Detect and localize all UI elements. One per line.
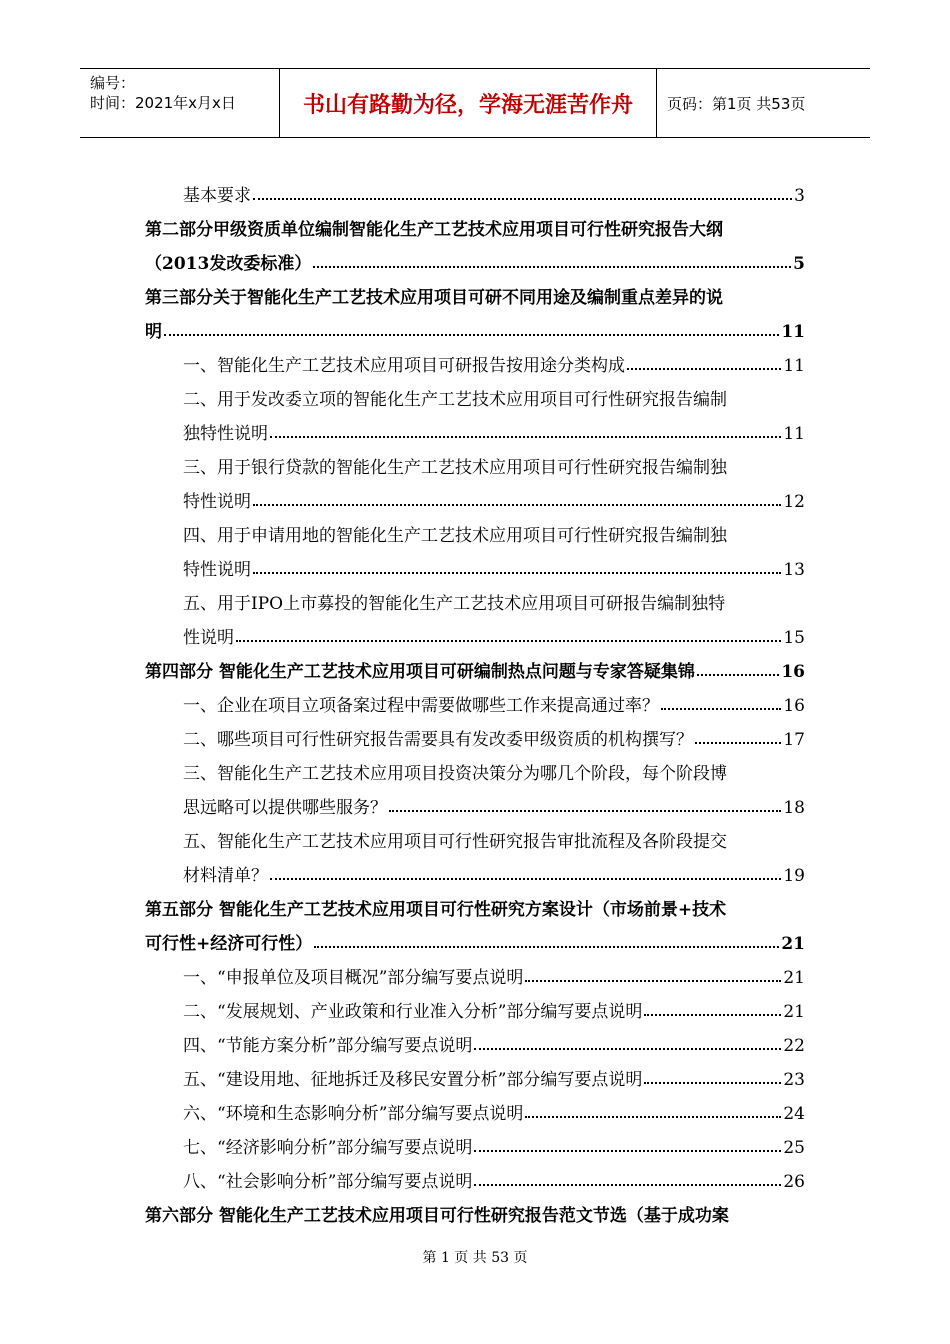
toc-entry[interactable] — [145, 308, 805, 342]
toc-leader-dots — [253, 504, 781, 506]
toc-leader-dots — [474, 1184, 781, 1186]
toc-entry-text: 第五部分 智能化生产工艺技术应用项目可行性研究方案设计（市场前景+技术 — [145, 900, 727, 920]
toc-leader-dots — [661, 708, 781, 710]
toc-entry[interactable] — [145, 1192, 805, 1226]
toc-entry[interactable] — [145, 240, 805, 274]
toc-entry-text: 第三部分关于智能化生产工艺技术应用项目可研不同用途及编制重点差异的说 — [145, 288, 723, 308]
date-label: 时间：2021年x月x日 — [90, 94, 236, 112]
toc-entry[interactable] — [145, 376, 805, 410]
toc-leader-dots — [525, 980, 781, 982]
toc-entry[interactable] — [145, 580, 805, 614]
toc-entry[interactable] — [145, 750, 805, 784]
toc-page-number: 11 — [783, 356, 805, 376]
toc-entry-text: 六、“环境和生态影响分析”部分编写要点说明 — [183, 1104, 524, 1124]
toc-page-number: 26 — [783, 1172, 805, 1192]
page-footer: 第 1 页 共 53 页 — [422, 1250, 528, 1266]
toc-page-number: 15 — [783, 628, 805, 648]
toc-entry[interactable] — [145, 410, 805, 444]
toc-page-number: 3 — [794, 186, 805, 206]
toc-entry[interactable] — [145, 274, 805, 308]
toc-entry-text: 基本要求 — [183, 186, 251, 206]
toc-entry[interactable] — [145, 1090, 805, 1124]
number-label: 编号： — [90, 74, 136, 92]
toc-page-number: 11 — [781, 322, 805, 342]
toc-entry[interactable] — [145, 614, 805, 648]
toc-leader-dots — [253, 198, 792, 200]
toc-entry[interactable] — [145, 648, 805, 682]
toc-entry-text: 三、智能化生产工艺技术应用项目投资决策分为哪几个阶段，每个阶段博 — [183, 764, 727, 784]
toc-leader-dots — [697, 674, 779, 676]
toc-leader-dots — [644, 1014, 781, 1016]
toc-page-number: 13 — [783, 560, 805, 580]
toc-leader-dots — [474, 1048, 781, 1050]
toc-entry[interactable] — [145, 1124, 805, 1158]
toc-leader-dots — [164, 334, 779, 336]
toc-entry[interactable] — [145, 1056, 805, 1090]
toc-leader-dots — [644, 1082, 781, 1084]
toc-page-number: 12 — [783, 492, 805, 512]
toc-entry[interactable] — [145, 920, 805, 954]
toc-entry-text: 四、用于申请用地的智能化生产工艺技术应用项目可行性研究报告编制独 — [183, 526, 727, 546]
toc-entry-text: 五、智能化生产工艺技术应用项目可行性研究报告审批流程及各阶段提交 — [183, 832, 727, 852]
toc-leader-dots — [389, 810, 781, 812]
toc-entry[interactable] — [145, 682, 805, 716]
toc-entry[interactable] — [145, 172, 805, 206]
toc-entry[interactable] — [145, 512, 805, 546]
toc-page-number: 24 — [783, 1104, 805, 1124]
toc-entry[interactable] — [145, 478, 805, 512]
page-header — [80, 68, 870, 138]
toc-leader-dots — [474, 1150, 781, 1152]
toc-leader-dots — [627, 368, 781, 370]
toc-entry-text: 二、用于发改委立项的智能化生产工艺技术应用项目可行性研究报告编制 — [183, 390, 727, 410]
toc-page-number: 18 — [783, 798, 805, 818]
toc-page-number: 5 — [793, 254, 805, 274]
toc-entry[interactable] — [145, 852, 805, 886]
header-page-info: 页码：第1页 共53页 — [667, 94, 806, 113]
toc-leader-dots — [270, 436, 781, 438]
toc-entry[interactable] — [145, 954, 805, 988]
toc-leader-dots — [236, 640, 781, 642]
toc-entry-text: 可行性+经济可行性） — [145, 934, 313, 954]
toc-entry[interactable] — [145, 444, 805, 478]
toc-entry[interactable] — [145, 1022, 805, 1056]
toc-leader-dots — [695, 742, 781, 744]
toc-entry-text: 明 — [145, 322, 162, 342]
toc-entry-text: 特性说明 — [183, 560, 251, 580]
toc-entry-text: 八、“社会影响分析”部分编写要点说明 — [183, 1172, 473, 1192]
toc-page-number: 17 — [783, 730, 805, 750]
toc-entry[interactable] — [145, 784, 805, 818]
toc-leader-dots — [270, 878, 781, 880]
toc-entry[interactable] — [145, 206, 805, 240]
toc-entry[interactable] — [145, 886, 805, 920]
toc-page-number: 23 — [783, 1070, 805, 1090]
toc-page-number: 25 — [783, 1138, 805, 1158]
toc-entry-text: 四、“节能方案分析”部分编写要点说明 — [183, 1036, 473, 1056]
table-of-contents — [145, 172, 805, 1226]
toc-entry[interactable] — [145, 716, 805, 750]
toc-leader-dots — [525, 1116, 781, 1118]
toc-entry-text: 二、哪些项目可行性研究报告需要具有发改委甲级资质的机构撰写？ — [183, 730, 693, 750]
toc-entry-text: 材料清单？ — [183, 866, 268, 886]
toc-entry-text: 第二部分甲级资质单位编制智能化生产工艺技术应用项目可行性研究报告大纲 — [145, 220, 723, 240]
toc-entry-text: 第六部分 智能化生产工艺技术应用项目可行性研究报告范文节选（基于成功案 — [145, 1206, 729, 1226]
toc-entry-text: 五、“建设用地、征地拆迁及移民安置分析”部分编写要点说明 — [183, 1070, 643, 1090]
toc-entry-text: 第四部分 智能化生产工艺技术应用项目可研编制热点问题与专家答疑集锦 — [145, 662, 695, 682]
toc-entry-text: 一、智能化生产工艺技术应用项目可研报告按用途分类构成 — [183, 356, 625, 376]
toc-entry-text: 一、企业在项目立项备案过程中需要做哪些工作来提高通过率？ — [183, 696, 659, 716]
toc-page-number: 22 — [783, 1036, 805, 1056]
toc-page-number: 19 — [783, 866, 805, 886]
toc-page-number: 11 — [783, 424, 805, 444]
toc-entry[interactable] — [145, 546, 805, 580]
toc-entry[interactable] — [145, 988, 805, 1022]
toc-entry-text: 一、“申报单位及项目概况”部分编写要点说明 — [183, 968, 524, 988]
toc-entry[interactable] — [145, 818, 805, 852]
toc-leader-dots — [313, 266, 791, 268]
toc-page-number: 21 — [781, 934, 805, 954]
toc-entry-text: 七、“经济影响分析”部分编写要点说明 — [183, 1138, 473, 1158]
toc-entry-text: （2013发改委标准） — [145, 254, 312, 274]
header-meta — [80, 69, 280, 137]
toc-entry[interactable] — [145, 1158, 805, 1192]
toc-page-number: 16 — [781, 662, 805, 682]
toc-leader-dots — [253, 572, 781, 574]
toc-entry[interactable] — [145, 342, 805, 376]
header-motto: 书山有路勤为径，学海无涯苦作舟 — [280, 69, 657, 137]
toc-page-number: 21 — [783, 968, 805, 988]
toc-entry-text: 独特性说明 — [183, 424, 268, 444]
toc-leader-dots — [314, 946, 779, 948]
toc-page-number: 16 — [783, 696, 805, 716]
toc-entry-text: 二、“发展规划、产业政策和行业准入分析”部分编写要点说明 — [183, 1002, 643, 1022]
toc-page-number: 21 — [783, 1002, 805, 1022]
toc-entry-text: 三、用于银行贷款的智能化生产工艺技术应用项目可行性研究报告编制独 — [183, 458, 727, 478]
toc-entry-text: 思远略可以提供哪些服务？ — [183, 798, 387, 818]
toc-entry-text: 五、用于IPO上市募投的智能化生产工艺技术应用项目可研报告编制独特 — [183, 594, 726, 614]
toc-entry-text: 性说明 — [183, 628, 234, 648]
toc-entry-text: 特性说明 — [183, 492, 251, 512]
